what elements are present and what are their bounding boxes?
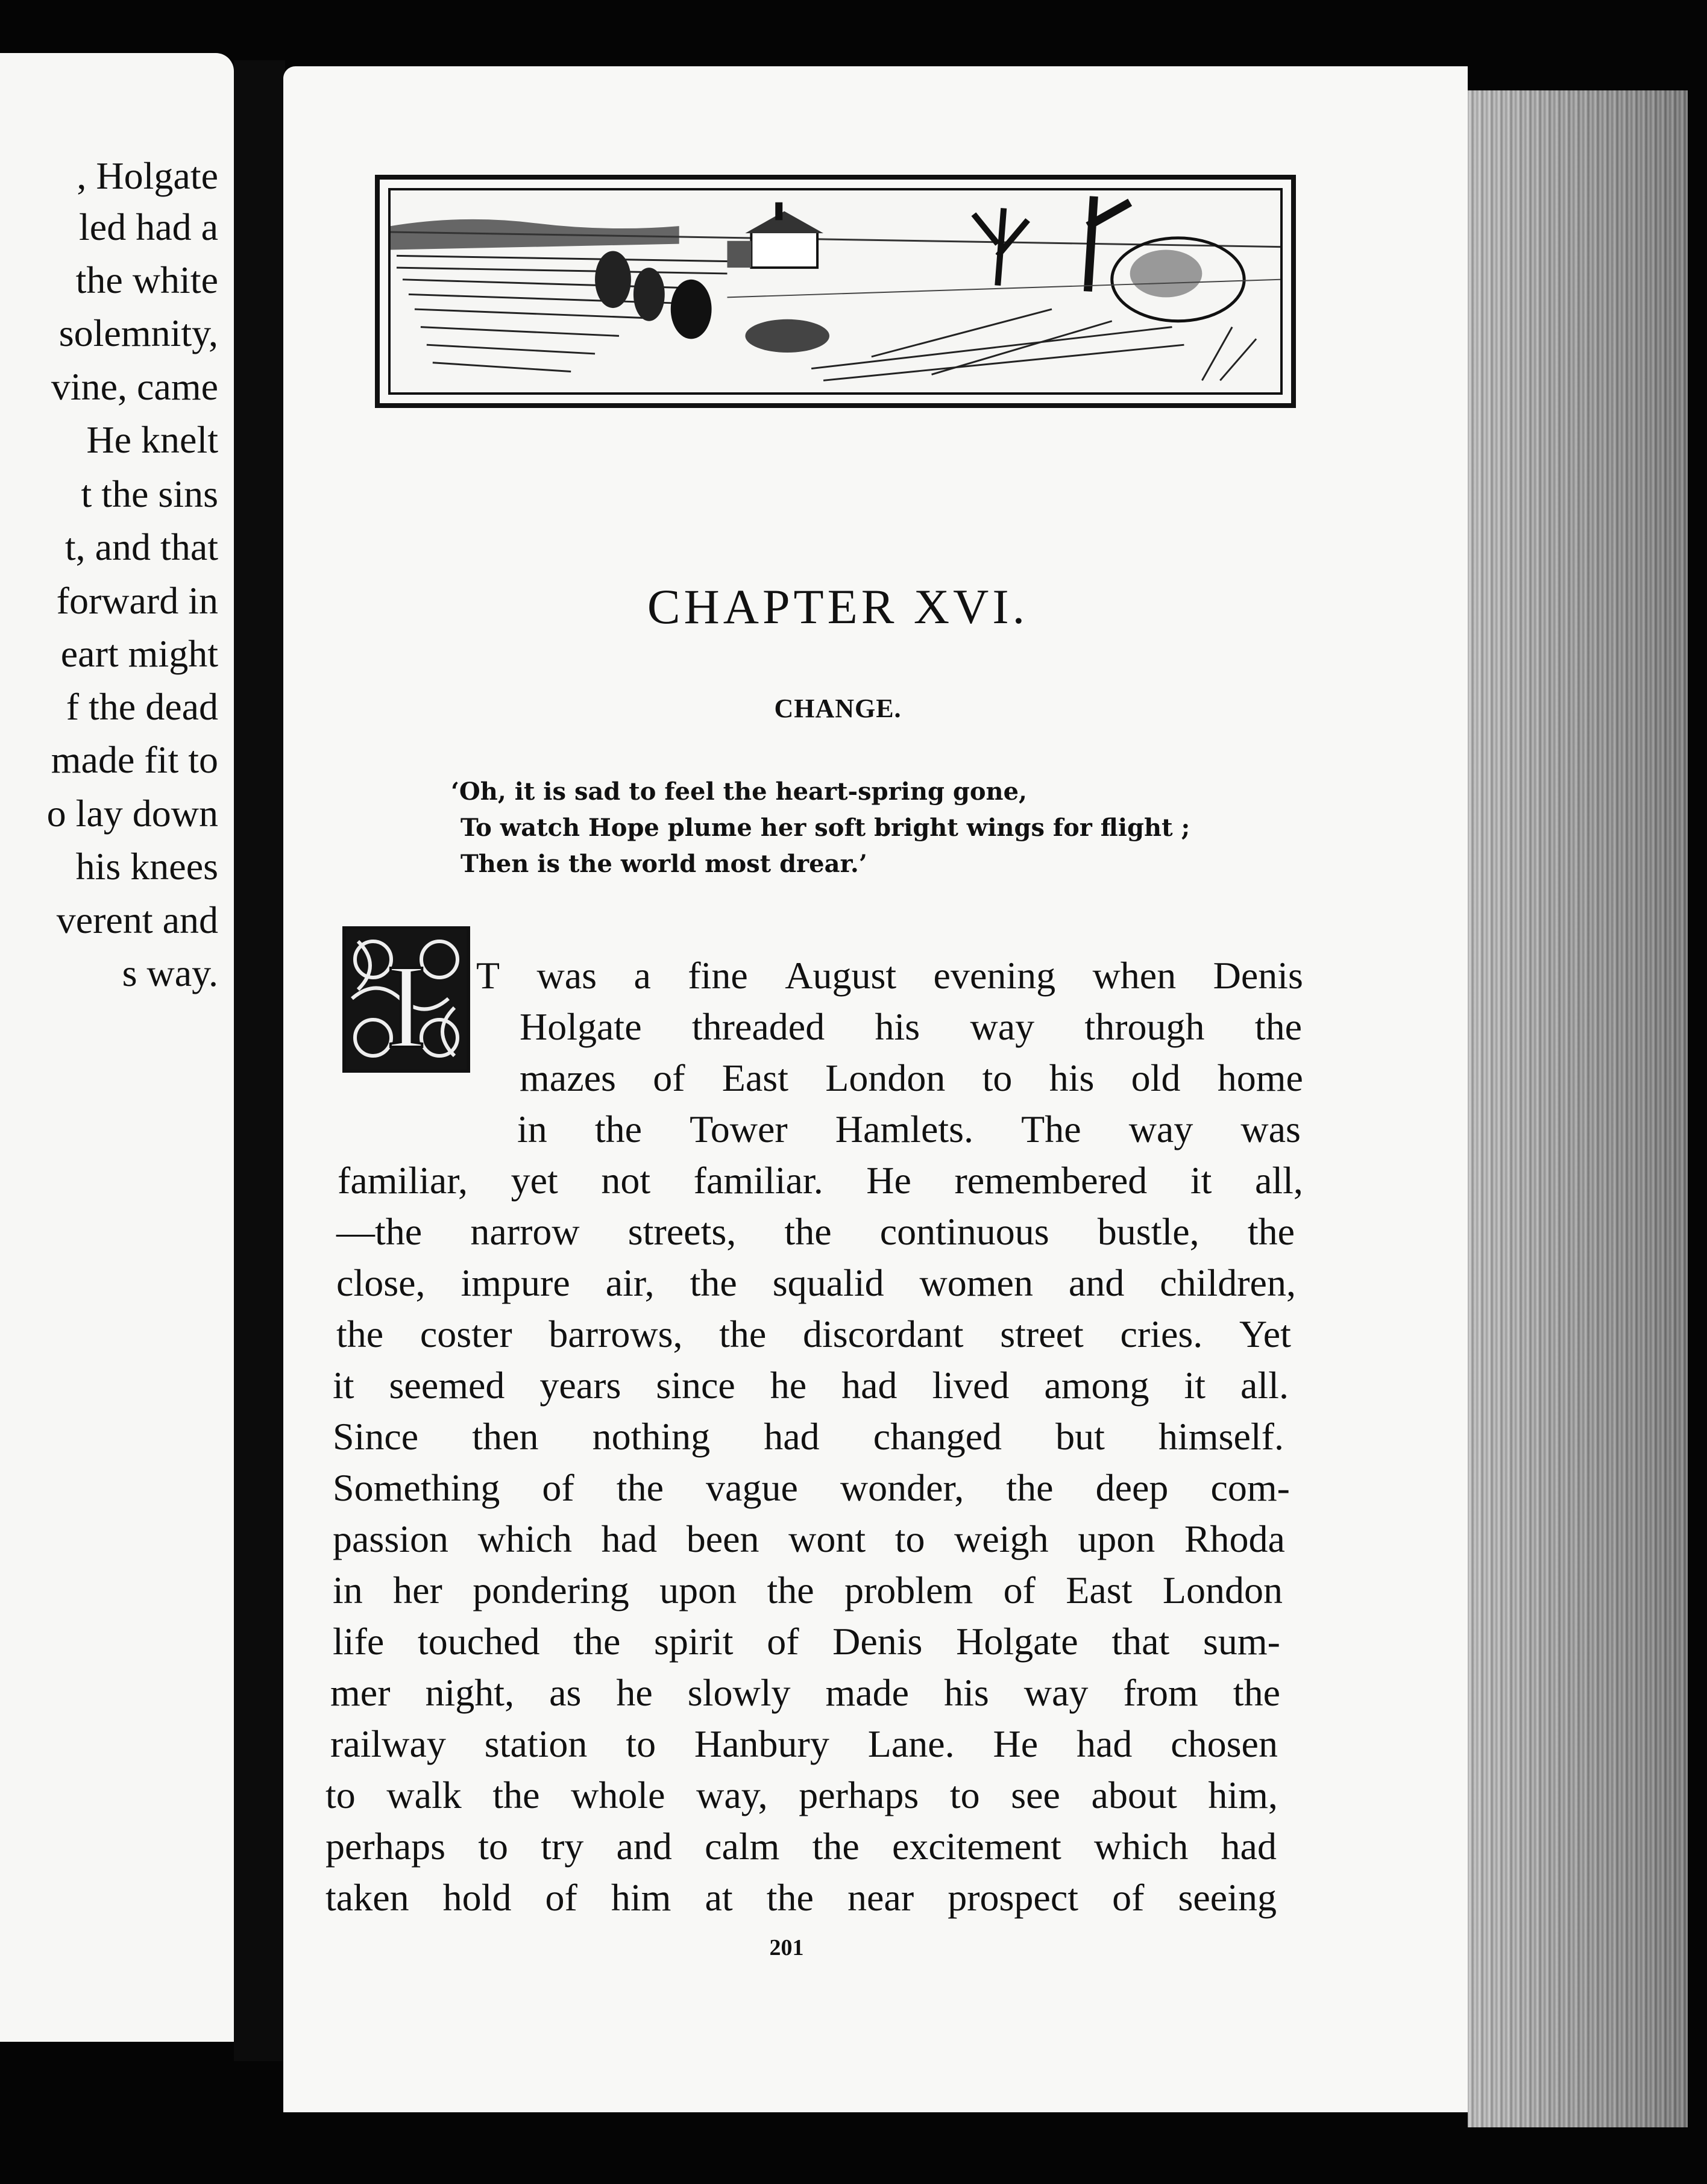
body-line: in her pondering upon the problem of East London	[333, 1569, 1283, 1611]
body-line: Holgate threaded his way through the	[520, 1005, 1302, 1048]
left-page-line: his knees	[75, 845, 218, 888]
epigraph-line: Then is the world most drear.’	[461, 850, 867, 878]
left-page-line: vine, came	[51, 365, 218, 408]
body-line: Something of the vague wonder, the deep com-	[333, 1466, 1290, 1509]
left-page-line: made fit to	[51, 738, 218, 781]
body-line: familiar, yet not familiar. He remembered it all,	[338, 1159, 1303, 1202]
epigraph-line: ‘Oh, it is sad to feel the heart-spring gone,	[451, 777, 1027, 806]
left-page-line: solemnity,	[58, 312, 218, 354]
chapter-header-illustration	[375, 175, 1296, 408]
book-gutter	[234, 60, 285, 2061]
body-line: railway station to Hanbury Lane. He had chosen	[330, 1722, 1278, 1765]
left-page-line: f the dead	[66, 685, 218, 728]
body-line: passion which had been wont to weigh upon Rhoda	[333, 1517, 1285, 1560]
body-line: in the Tower Hamlets. The way was	[517, 1108, 1301, 1150]
body-line: T was a fine August evening when Denis	[476, 954, 1303, 997]
left-page-line: led had a	[79, 206, 218, 248]
body-line: life touched the spirit of Denis Holgate that sum-	[333, 1620, 1280, 1663]
body-line: to walk the whole way, perhaps to see about him,	[325, 1774, 1278, 1816]
body-line: taken hold of him at the near prospect of seeing	[325, 1876, 1277, 1919]
left-page-line: t the sins	[81, 472, 218, 515]
chapter-subtitle: CHANGE.	[774, 694, 902, 723]
ornamental-initial	[345, 929, 467, 1070]
left-page-line: s way.	[122, 952, 218, 994]
drop-cap-ornament	[342, 926, 470, 1073]
left-page-line: He knelt	[86, 418, 218, 461]
left-page-line: the white	[75, 259, 218, 301]
left-page-line: verent and	[56, 899, 218, 941]
epigraph-line: To watch Hope plume her soft bright wings for flight ;	[461, 814, 1190, 842]
body-line: Since then nothing had changed but himself.	[333, 1415, 1284, 1458]
svg-text:I: I	[386, 940, 427, 1070]
left-page-line: forward in	[56, 579, 218, 622]
left-page-line: t, and that	[64, 526, 218, 568]
page-edges	[1468, 90, 1688, 2127]
rural-landscape-engraving	[391, 190, 1280, 392]
body-line: —the narrow streets, the continuous bustle, the	[336, 1210, 1295, 1253]
page-number: 201	[769, 1935, 804, 1960]
body-line: the coster barrows, the discordant street cries. Yet	[336, 1313, 1291, 1355]
body-line: perhaps to try and calm the excitement which had	[325, 1825, 1277, 1868]
left-page-line: , Holgate	[77, 154, 218, 197]
body-line: close, impure air, the squalid women and children,	[336, 1261, 1296, 1304]
body-line: mer night, as he slowly made his way from the	[330, 1671, 1280, 1714]
chapter-title: CHAPTER XVI.	[647, 579, 1029, 634]
left-page	[0, 53, 234, 2042]
body-line: mazes of East London to his old home	[520, 1056, 1303, 1099]
left-page-line: eart might	[60, 632, 218, 675]
left-page-line: o lay down	[46, 792, 218, 835]
body-line: it seemed years since he had lived among it all.	[333, 1364, 1289, 1407]
